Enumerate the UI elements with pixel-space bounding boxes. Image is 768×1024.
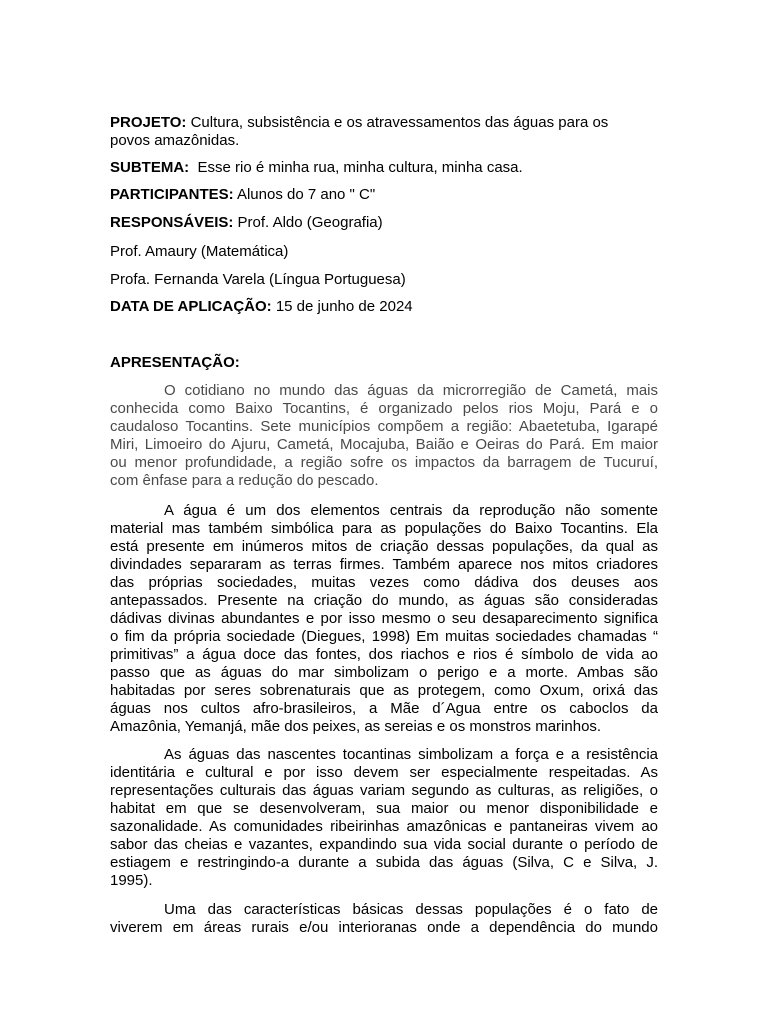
- responsaveis-line: [110, 214, 658, 231]
- subtema-value: Esse rio é minha rua, minha cultura, minha casa.: [197, 159, 523, 176]
- paragraph-line: estiagem e restringindo-a durante a subida das águas (Silva, C e Silva, J.: [110, 854, 658, 871]
- paragraph-line: o fim da própria sociedade (Diegues, 1998) Em muitas sociedades chamadas “: [110, 628, 658, 645]
- paragraph-line: conhecida como Baixo Tocantins, é organizado pelos rios Moju, Pará e o: [110, 400, 658, 417]
- projeto-line: [110, 114, 658, 131]
- participantes-value: Alunos do 7 ano " C": [236, 186, 376, 203]
- paragraph-line: As águas das nascentes tocantinas simbolizam a força e a resistência: [164, 746, 658, 763]
- paragraph-line: está presente em inúmeros mitos de criação dessas populações, da qual as: [110, 538, 658, 555]
- projeto-value-line2: povos amazônidas.: [110, 132, 240, 149]
- paragraph-line: dádivas divinas abundantes e por isso mesmo o seu desaparecimento significa: [110, 610, 658, 627]
- data-aplicacao-value: 15 de junho de 2024: [275, 298, 413, 315]
- paragraph-line: divindades separaram as terras firmes. Também aparece nos mitos criadores: [110, 556, 658, 573]
- paragraph-line: sabor das cheias e vazantes, expandindo sua vida social durante o período de: [110, 836, 658, 853]
- paragraph-line: primitivas” a água doce das fontes, dos riachos e rios é símbolo de vida ao: [110, 646, 658, 663]
- paragraph-line: caudaloso Tocantins. Sete municípios compõem a região: Abaetetuba, Igarapé: [110, 418, 658, 435]
- paragraph-line: Miri, Limoeiro do Ajuru, Cametá, Mocajuba, Baião e Oeiras do Pará. Em maior: [110, 436, 658, 453]
- participantes-line: [110, 186, 658, 203]
- responsavel-2: Prof. Amaury (Matemática): [110, 243, 289, 260]
- projeto-label: PROJETO:: [110, 114, 187, 131]
- paragraph-line: A água é um dos elementos centrais da reprodução não somente: [164, 502, 658, 519]
- paragraph-line: representações culturais das águas variam segundo as culturas, as religiões, o: [110, 782, 658, 799]
- paragraph-line: material mas também simbólica para as populações do Baixo Tocantins. Ela: [110, 520, 658, 537]
- paragraph-line: ou menor profundidade, a região sofre os impactos da barragem de Tucuruí,: [110, 454, 658, 471]
- paragraph-line: 1995).: [110, 872, 153, 889]
- paragraph-line: Amazônia, Yemanjá, mãe dos peixes, as sereias e os monstros marinhos.: [110, 718, 602, 735]
- paragraph-line: com ênfase para a redução do pescado.: [110, 472, 379, 489]
- projeto-value-line1: Cultura, subsistência e os atravessamentos das águas para os: [190, 114, 609, 131]
- paragraph-line: habitat em que se desenvolveram, sua maior ou menor disponibilidade e: [110, 800, 658, 817]
- subtema-line: [110, 159, 658, 176]
- paragraph-4: [110, 901, 658, 937]
- paragraph-line: viverem em áreas rurais e/ou interioranas onde a dependência do mundo: [110, 919, 658, 936]
- paragraph-2: [110, 502, 658, 736]
- responsaveis-label: RESPONSÁVEIS:: [110, 214, 234, 231]
- subtema-label: SUBTEMA:: [110, 159, 190, 176]
- apresentacao-title: APRESENTAÇÃO:: [110, 354, 240, 371]
- paragraph-3: [110, 746, 658, 890]
- paragraph-line: O cotidiano no mundo das águas da microrregião de Cametá, mais: [164, 382, 658, 399]
- paragraph-line: águas nos cultos afro-brasileiros, a Mãe d´Agua entre os caboclos da: [110, 700, 658, 717]
- paragraph-line: habitadas por seres sobrenaturais que as protegem, como Oxum, orixá das: [110, 682, 658, 699]
- data-aplicacao-label: DATA DE APLICAÇÃO:: [110, 298, 272, 315]
- paragraph-line: identitária e cultural e por isso devem ser especialmente respeitadas. As: [110, 764, 658, 781]
- participantes-label: PARTICIPANTES:: [110, 186, 234, 203]
- paragraph-line: Uma das características básicas dessas populações é o fato de: [164, 901, 658, 918]
- paragraph-1: [110, 382, 658, 490]
- paragraph-line: passo que as águas do mar simbolizam o perigo e a morte. Ambas são: [110, 664, 658, 681]
- responsavel-3: Profa. Fernanda Varela (Língua Portuguesa): [110, 271, 406, 288]
- data-aplicacao-line: [110, 298, 658, 315]
- paragraph-line: das próprias sociedades, muitas vezes como dádiva dos deuses aos: [110, 574, 658, 591]
- responsaveis-value: Prof. Aldo (Geografia): [237, 214, 383, 231]
- paragraph-line: sazonalidade. As comunidades ribeirinhas amazônicas e pantaneiras vivem ao: [110, 818, 658, 835]
- paragraph-line: antepassados. Presente na criação do mundo, as águas são consideradas: [110, 592, 658, 609]
